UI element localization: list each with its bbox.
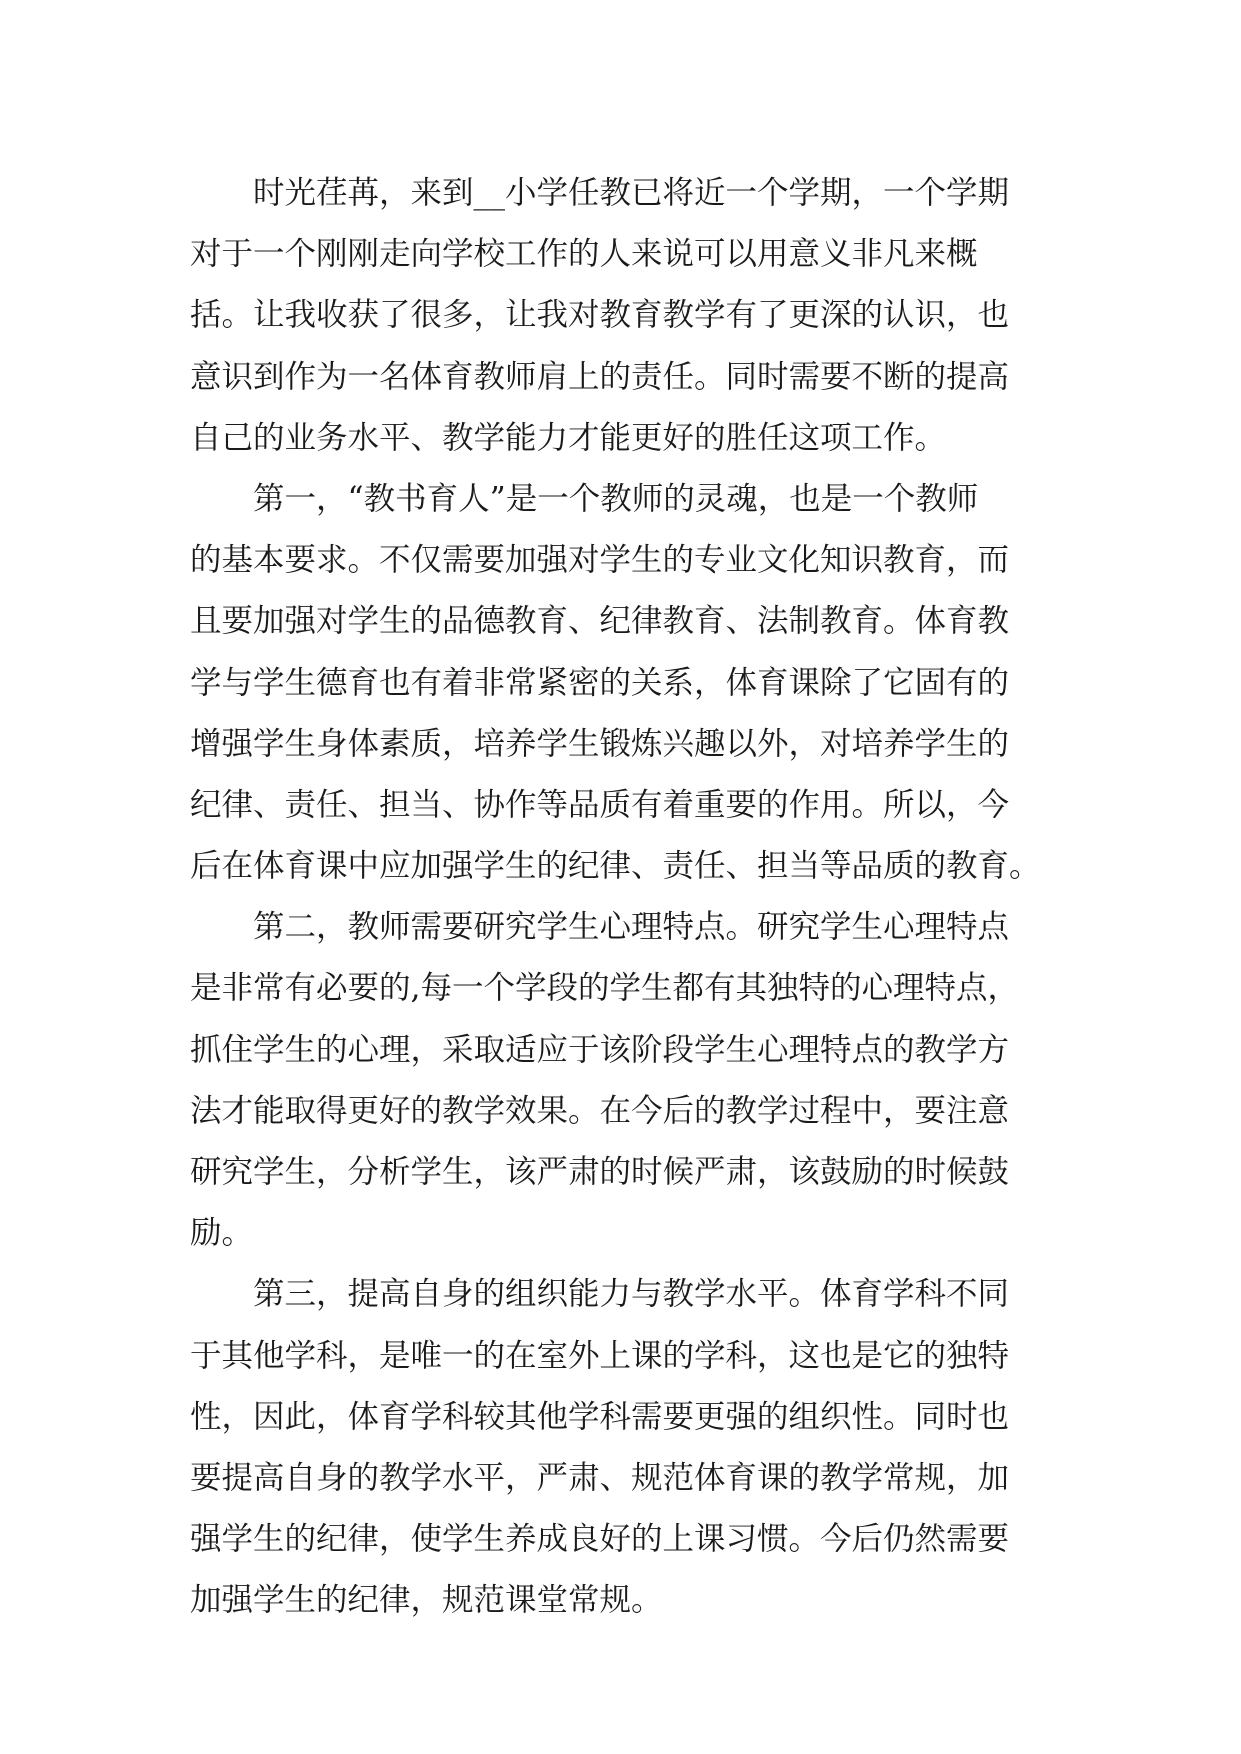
paragraph-second-point xyxy=(190,897,1052,1264)
text-line: 性，因此，体育学科较其他学科需要更强的组织性。同时也 xyxy=(190,1398,1010,1435)
text-line: 自己的业务水平、教学能力才能更好的胜任这项工作。 xyxy=(190,419,947,456)
text-line: 增强学生身体素质，培养学生锻炼兴趣以外，对培养学生的 xyxy=(190,725,1010,762)
text-line: 法才能取得更好的教学效果。在今后的教学过程中，要注意 xyxy=(190,1092,1010,1129)
text-line: 是非常有必要的,每一个学段的学生都有其独特的心理特点， xyxy=(190,970,1020,1007)
text-line: 意识到作为一名体育教师肩上的责任。同时需要不断的提高 xyxy=(190,358,1010,395)
text-line: 加强学生的纪律，规范课堂常规。 xyxy=(190,1582,663,1619)
text-line: 抓住学生的心理，采取适应于该阶段学生心理特点的教学方 xyxy=(190,1031,1010,1068)
text-line: 要提高自身的教学水平，严肃、规范体育课的教学常规，加 xyxy=(190,1459,1010,1496)
text-line: 时光荏苒，来到__小学任教已将近一个学期，一个学期 xyxy=(253,175,1010,211)
text-line: 强学生的纪律，使学生养成良好的上课习惯。今后仍然需要 xyxy=(190,1521,1010,1558)
text-line: 学与学生德育也有着非常紧密的关系，体育课除了它固有的 xyxy=(190,664,1010,701)
text-line: 纪律、责任、担当、协作等品质有着重要的作用。所以，今 xyxy=(190,786,1010,823)
text-line: 第二，教师需要研究学生心理特点。研究学生心理特点 xyxy=(253,909,1010,946)
text-line: 研究学生，分析学生，该严肃的时候严肃，该鼓励的时候鼓 xyxy=(190,1154,1010,1190)
text-line: 括。让我收获了很多，让我对教育教学有了更深的认识，也 xyxy=(190,297,1010,334)
paragraph-intro xyxy=(190,163,1052,469)
document-body xyxy=(190,163,1052,1632)
text-line: 励。 xyxy=(190,1215,254,1252)
text-line: 对于一个刚刚走向学校工作的人来说可以用意义非凡来概 xyxy=(190,236,978,273)
text-line: 且要加强对学生的品德教育、纪律教育、法制教育。体育教 xyxy=(190,603,1010,640)
text-line: 于其他学科，是唯一的在室外上课的学科，这也是它的独特 xyxy=(190,1337,1010,1374)
text-line: 的基本要求。不仅需要加强对学生的专业文化知识教育，而 xyxy=(190,542,1010,579)
text-line: 第三，提高自身的组织能力与教学水平。体育学科不同 xyxy=(253,1276,1010,1313)
text-line: 后在体育课中应加强学生的纪律、责任、担当等品质的教育。 xyxy=(190,848,1041,885)
text-line: 第一，“教书育人”是一个教师的灵魂，也是一个教师 xyxy=(253,480,979,517)
paragraph-first-point xyxy=(190,469,1052,897)
paragraph-third-point xyxy=(190,1264,1052,1631)
